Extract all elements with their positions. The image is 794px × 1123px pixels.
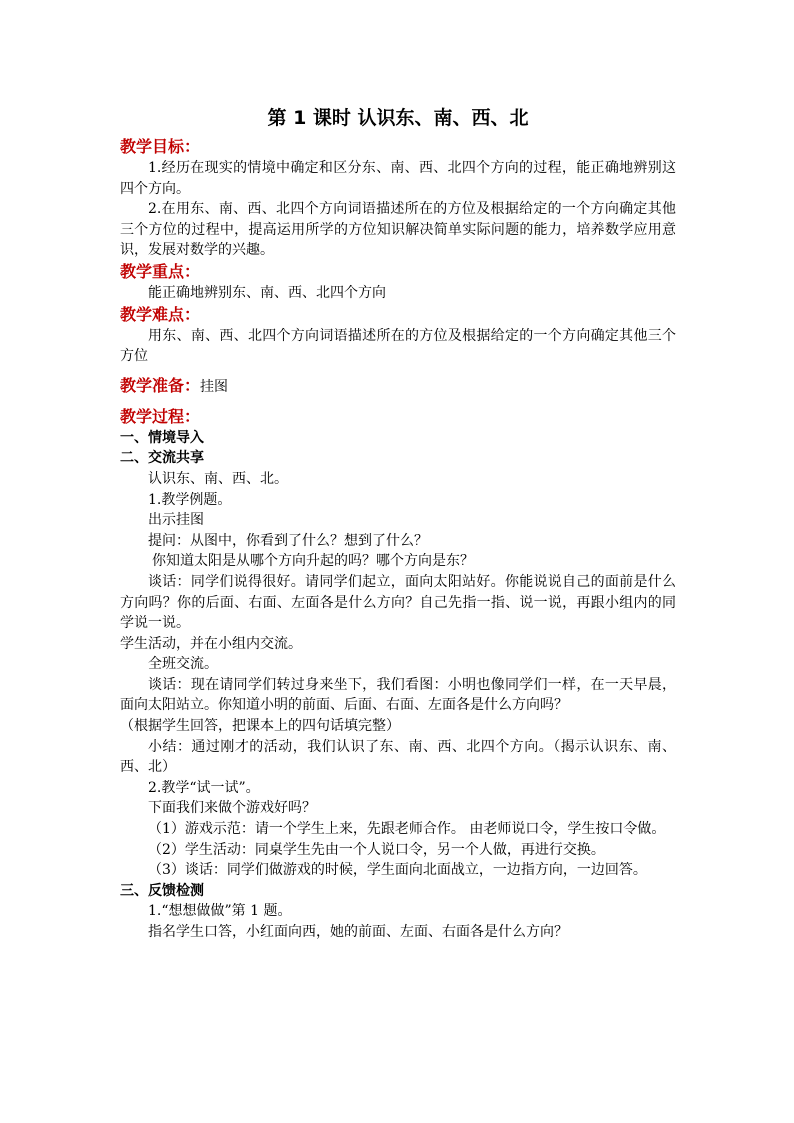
process-heading: 教学过程： xyxy=(120,406,201,426)
s2c-line-1: 小结：通过刚才的活动，我们认识了东、南、西、北四个方向。（揭示认识东、南、西、北） xyxy=(120,738,676,776)
s2-line-5: 你知道太阳是从哪个方向升起的吗？哪个方向是东？ xyxy=(152,553,474,570)
s2c-line-4: （1）游戏示范：请一个学生上来，先跟老师合作。 由老师说口令，学生按口令做。 xyxy=(148,821,666,838)
s2b-line-2: 谈话：现在请同学们转过身来坐下，我们看图：小明也像同学们一样，在一天早晨，面向太阳站立。你知道小明的前面、后面、右面、左面各是什么方向吗？ xyxy=(120,676,676,714)
section-2-heading: 二、交流共享 xyxy=(120,450,204,467)
s2c-line-3: 下面我们来做个游戏好吗？ xyxy=(148,800,316,817)
s2b-line-1: 全班交流。 xyxy=(148,656,218,673)
objectives-heading: 教学目标： xyxy=(120,137,201,156)
s2-line-1: 认识东、南、西、北。 xyxy=(148,470,288,487)
preparation-label: 教学准备： xyxy=(120,375,201,395)
section-3-heading: 三、反馈检测 xyxy=(120,882,204,899)
section-1-heading: 一、情境导入 xyxy=(120,429,204,446)
s2-line-3: 出示挂图 xyxy=(148,512,204,529)
page-title: 第 1 课时 认识东、南、西、北 xyxy=(267,107,529,129)
s3-line-2: 指名学生口答，小红面向西，她的前面、左面、右面各是什么方向？ xyxy=(148,924,568,940)
s3-line-1: 1.“想想做做”第 1 题。 xyxy=(148,903,292,920)
key-points-text: 能正确地辨别东、南、西、北四个方向 xyxy=(148,284,386,301)
s2-line-2: 1.教学例题。 xyxy=(148,491,232,508)
s2c-line-2: 2.教学“试一试”。 xyxy=(148,779,260,796)
objective-item-2: 2.在用东、南、西、北四个方向词语描述所在的方位及根据给定的一个方向确定其他三个方位的过程中，提高运用所学的方位知识解决简单实际问题的能力，培养数学应用意识，发展对数学的兴趣。 xyxy=(120,201,676,259)
s2c-line-5: （2）学生活动：同桌学生先由一个人说口令，另一个人做，再进行交换。 xyxy=(148,841,605,858)
key-points-heading: 教学重点： xyxy=(120,261,201,281)
objective-item-1: 1.经历在现实的情境中确定和区分东、南、西、北四个方向的过程，能正确地辨别这四个方向。 xyxy=(120,160,676,197)
preparation-value: 挂图 xyxy=(200,378,229,395)
preparation-heading xyxy=(120,375,676,398)
note: （根据学生回答，把课本上的四句话填完整） xyxy=(120,718,400,735)
difficulties-heading: 教学难点： xyxy=(120,304,201,324)
s2c-line-6: （3）谈话：同学们做游戏的时候，学生面向北面战立，一边指方向，一边回答。 xyxy=(148,862,647,879)
document-page xyxy=(120,104,676,943)
s2-line-6: 谈话：同学们说得很好。请同学们起立，面向太阳站好。你能说说自己的面前是什么方向吗？你的后面、右面、左面各是什么方向？自己先指一指、说一说，再跟小组内的同学说一说。 xyxy=(120,573,676,632)
student-activity: 学生活动，并在小组内交流。 xyxy=(120,635,302,652)
difficulties-text: 用东、南、西、北四个方向词语描述所在的方位及根据给定的一个方向确定其他三个方位 xyxy=(120,327,676,365)
s2-line-4: 提问：从图中，你看到了什么？想到了什么？ xyxy=(148,532,428,549)
